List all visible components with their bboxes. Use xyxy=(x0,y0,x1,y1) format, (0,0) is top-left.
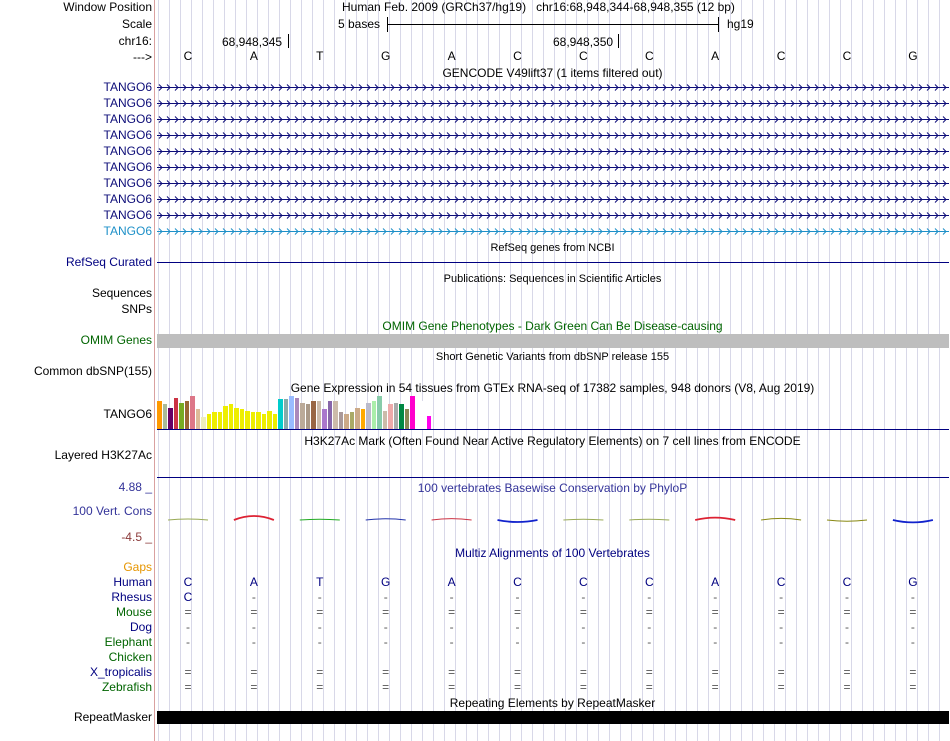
gtex-tissue-bar[interactable] xyxy=(427,416,432,429)
gtex-tissue-bar[interactable] xyxy=(317,401,322,429)
gencode-gene-label[interactable]: TANGO6 xyxy=(103,224,152,238)
multiz-alignment-char: = xyxy=(448,665,456,679)
gtex-tissue-bar[interactable] xyxy=(256,412,261,429)
gaps-label: Gaps xyxy=(123,560,152,574)
multiz-alignment-char: = xyxy=(316,680,324,694)
grid-line xyxy=(268,0,269,741)
multiz-alignment-char: - xyxy=(186,620,190,634)
phylop-score-mark xyxy=(498,520,538,522)
multiz-alignment-char: - xyxy=(779,635,784,649)
gtex-tissue-bar[interactable] xyxy=(251,412,256,429)
gtex-tissue-bar[interactable] xyxy=(207,414,212,429)
grid-line xyxy=(301,0,302,741)
gencode-transcript[interactable] xyxy=(157,195,949,204)
chrom-label: chr16: xyxy=(118,34,152,48)
multiz-alignment-char: - xyxy=(845,635,849,649)
grid-line xyxy=(829,0,830,741)
multiz-alignment-char: = xyxy=(645,680,653,694)
grid-line xyxy=(367,0,368,741)
multiz-alignment-char: C xyxy=(644,575,654,589)
multiz-alignment-char: = xyxy=(448,680,456,694)
gtex-tissue-bar[interactable] xyxy=(366,403,371,429)
multiz-alignment-char: = xyxy=(184,680,192,694)
multiz-alignment-char: - xyxy=(383,635,388,649)
gtex-tissue-bar[interactable] xyxy=(229,404,234,429)
multiz-alignment-char: - xyxy=(186,635,190,649)
multiz-alignment-char: = xyxy=(316,665,324,679)
multiz-alignment-char: - xyxy=(383,620,388,634)
grid-line xyxy=(796,0,797,741)
gtex-tissue-bar[interactable] xyxy=(328,401,333,429)
gtex-tissue-bar[interactable] xyxy=(383,411,388,429)
grid-line xyxy=(807,0,808,741)
multiz-alignment-char: - xyxy=(713,635,718,649)
assembly-position: Human Feb. 2009 (GRCh37/hg19) chr16:68,948,344-68,948,355 (12 bp) xyxy=(342,0,735,14)
gtex-tissue-bar[interactable] xyxy=(361,409,366,429)
multiz-species-label[interactable]: Rhesus xyxy=(111,590,152,604)
gtex-tissue-bar[interactable] xyxy=(179,403,184,429)
base-sequence xyxy=(0,49,950,64)
grid-line xyxy=(345,0,346,741)
multiz-alignment-char: - xyxy=(713,620,718,634)
base-letter: A xyxy=(447,49,456,63)
gtex-tissue-bar[interactable] xyxy=(278,399,283,429)
multiz-alignment-char: - xyxy=(581,635,586,649)
multiz-alignment-char: = xyxy=(448,605,456,619)
grid-line xyxy=(554,0,555,741)
gtex-tissue-bar[interactable] xyxy=(273,414,278,429)
grid-line xyxy=(235,0,236,741)
multiz-alignment-char: = xyxy=(250,665,258,679)
gtex-tissue-bar[interactable] xyxy=(300,403,305,429)
base-letter: T xyxy=(316,49,324,63)
gencode-transcript[interactable] xyxy=(157,147,949,156)
gtex-tissue-bar[interactable] xyxy=(212,412,217,429)
base-letter: C xyxy=(644,49,654,63)
gencode-transcript[interactable] xyxy=(157,179,949,188)
gencode-transcript[interactable] xyxy=(157,131,949,140)
repeatmasker-title[interactable]: Repeating Elements by RepeatMasker xyxy=(449,696,656,710)
publications-sequences-label[interactable]: Sequences xyxy=(91,286,152,300)
scale-bar-left-tick xyxy=(387,17,388,32)
multiz-alignment-char: C xyxy=(513,575,522,589)
grid-line xyxy=(158,0,159,741)
grid-line xyxy=(686,0,687,741)
gencode-gene-label[interactable]: TANGO6 xyxy=(103,176,152,190)
base-letter: A xyxy=(249,49,258,63)
grid-line xyxy=(532,0,533,741)
gtex-tissue-bar[interactable] xyxy=(322,409,327,429)
multiz-alignment-char: = xyxy=(909,680,917,694)
gtex-tissue-bar[interactable] xyxy=(355,408,360,429)
grid-line xyxy=(609,0,610,741)
grid-line xyxy=(620,0,621,741)
gtex-tissue-bar[interactable] xyxy=(157,401,162,429)
multiz-alignment-char: - xyxy=(910,620,915,634)
grid-line xyxy=(488,0,489,741)
multiz-alignment-char: - xyxy=(581,590,586,604)
multiz-alignment-char: - xyxy=(779,590,784,604)
multiz-alignment-char: = xyxy=(382,680,390,694)
multiz-alignment-char: - xyxy=(647,620,652,634)
phylop-score-mark xyxy=(827,520,867,521)
grid-line xyxy=(169,0,170,741)
multiz-alignment-char: - xyxy=(515,635,520,649)
gtex-tissue-bar[interactable] xyxy=(168,408,173,429)
gencode-transcript[interactable] xyxy=(157,211,949,220)
gtex-tissue-bar[interactable] xyxy=(377,396,382,429)
multiz-alignment-char: - xyxy=(845,620,849,634)
multiz-alignment-char: = xyxy=(184,665,192,679)
scale-bar xyxy=(387,24,718,25)
multiz-species-label[interactable]: Human xyxy=(113,575,152,589)
h3k27ac-title[interactable]: H3K27Ac Mark (Often Found Near Active Regulatory Elements) on 7 cell lines from ENCODE xyxy=(304,434,801,448)
grid-line xyxy=(763,0,764,741)
gtex-tissue-bar[interactable] xyxy=(333,401,338,429)
gtex-tissue-bar[interactable] xyxy=(223,406,228,429)
grid-line xyxy=(752,0,753,741)
multiz-alignment-char: C xyxy=(579,575,588,589)
window-position-label: Window Position xyxy=(63,0,152,14)
gtex-tissue-bar[interactable] xyxy=(399,404,404,429)
grid-line xyxy=(411,0,412,741)
phylop-score-mark xyxy=(432,519,472,520)
multiz-alignment-char: = xyxy=(382,605,390,619)
grid-line xyxy=(939,0,940,741)
multiz-alignment-char: = xyxy=(711,680,719,694)
grid-line xyxy=(356,0,357,741)
gencode-gene-label[interactable]: TANGO6 xyxy=(103,112,152,126)
gtex-tissue-bar[interactable] xyxy=(410,396,415,429)
multiz-alignment-char: = xyxy=(777,605,785,619)
gtex-expression-chart[interactable] xyxy=(157,396,949,429)
gtex-tissue-bar[interactable] xyxy=(405,409,410,429)
multiz-alignment-char: C xyxy=(183,590,193,604)
gtex-tissue-bar[interactable] xyxy=(421,401,426,429)
multiz-alignment-char: G xyxy=(381,575,391,589)
gtex-title[interactable]: Gene Expression in 54 tissues from GTEx RNA-seq of 17382 samples, 948 donors (V8, Aug 2019) xyxy=(290,381,815,395)
phylop-score-mark xyxy=(300,519,340,520)
grid-line xyxy=(697,0,698,741)
grid-line xyxy=(213,0,214,741)
grid-line xyxy=(664,0,665,741)
grid-line xyxy=(400,0,401,741)
multiz-species-label[interactable]: Elephant xyxy=(104,635,152,649)
gencode-gene-label[interactable]: TANGO6 xyxy=(103,128,152,142)
publications-title[interactable]: Publications: Sequences in Scientific Articles xyxy=(443,273,662,285)
multiz-alignment-char: C xyxy=(776,575,786,589)
multiz-alignment-char: C xyxy=(842,575,852,589)
gtex-tissue-bar[interactable] xyxy=(234,408,239,429)
dbsnp-title[interactable]: Short Genetic Variants from dbSNP release 155 xyxy=(435,351,670,363)
coordinate-1-tick xyxy=(288,34,289,48)
multiz-alignment-char: - xyxy=(317,620,322,634)
multiz-alignment-char: A xyxy=(711,575,720,589)
gtex-tissue-bar[interactable] xyxy=(372,401,377,429)
grid-line xyxy=(433,0,434,741)
scale-text: 5 bases xyxy=(338,17,381,31)
multiz-alignment-char: = xyxy=(711,665,719,679)
base-letter: C xyxy=(579,49,588,63)
grid-line xyxy=(895,0,896,741)
multiz-alignment-char: - xyxy=(910,635,915,649)
omim-phenotype-bar[interactable] xyxy=(157,334,949,348)
grid-line xyxy=(862,0,863,741)
grid-line xyxy=(334,0,335,741)
multiz-alignment-char: = xyxy=(711,605,719,619)
grid-line xyxy=(290,0,291,741)
multiz-alignment-char: T xyxy=(316,575,324,589)
multiz-alignment-char: - xyxy=(317,590,322,604)
multiz-alignment-char: = xyxy=(250,680,258,694)
base-letter: C xyxy=(842,49,852,63)
multiz-alignment-char: = xyxy=(579,665,587,679)
phylop-score-mark xyxy=(629,519,669,520)
multiz-alignment-char: = xyxy=(513,665,521,679)
repeatmasker-label[interactable]: RepeatMasker xyxy=(73,710,152,724)
multiz-species-label[interactable]: Dog xyxy=(129,620,152,634)
omim-label[interactable]: OMIM Genes xyxy=(80,333,152,347)
multiz-alignment-char: - xyxy=(647,635,652,649)
scale-bar-right-tick xyxy=(718,17,719,32)
multiz-alignment-char: A xyxy=(447,575,456,589)
gencode-gene-label[interactable]: TANGO6 xyxy=(103,208,152,222)
multiz-alignment-char: - xyxy=(383,590,388,604)
multiz-alignment-char: - xyxy=(515,590,520,604)
coordinate-2: 68,948,350 xyxy=(553,35,614,49)
multiz-alignment-char: = xyxy=(909,605,917,619)
grid-line xyxy=(873,0,874,741)
gencode-gene-label[interactable]: TANGO6 xyxy=(103,160,152,174)
multiz-alignment-char: A xyxy=(249,575,258,589)
grid-line xyxy=(499,0,500,741)
gtex-tissue-bar[interactable] xyxy=(185,401,190,429)
base-letter: G xyxy=(908,49,918,63)
gtex-tissue-bar[interactable] xyxy=(416,401,421,429)
multiz-alignment-char: = xyxy=(843,605,851,619)
multiz-alignment-char: = xyxy=(184,605,192,619)
grid-line xyxy=(730,0,731,741)
gtex-tissue-bar[interactable] xyxy=(289,396,294,429)
omim-title[interactable]: OMIM Gene Phenotypes - Dark Green Can Be Disease-causing xyxy=(382,319,723,333)
grid-line xyxy=(818,0,819,741)
multiz-alignment-char: C xyxy=(183,575,193,589)
multiz-alignment-char: = xyxy=(843,680,851,694)
gtex-tissue-bar[interactable] xyxy=(339,412,344,429)
gtex-tissue-bar[interactable] xyxy=(311,401,316,429)
phylop-score-mark xyxy=(234,516,274,520)
multiz-alignment-char: = xyxy=(382,665,390,679)
base-letter: C xyxy=(513,49,522,63)
gtex-baseline xyxy=(157,429,949,430)
grid-line xyxy=(224,0,225,741)
gencode-gene-label[interactable]: TANGO6 xyxy=(103,192,152,206)
base-letter: A xyxy=(711,49,720,63)
phylop-label[interactable]: 100 Vert. Cons xyxy=(72,504,152,518)
refseq-label[interactable]: RefSeq Curated xyxy=(65,255,152,269)
gtex-label[interactable]: TANGO6 xyxy=(103,407,152,421)
grid-line xyxy=(565,0,566,741)
gtex-tissue-bar[interactable] xyxy=(218,412,223,429)
grid-line xyxy=(741,0,742,741)
phylop-score-mark xyxy=(366,519,406,520)
multiz-alignment-char: = xyxy=(513,605,521,619)
multiz-alignment-char: = xyxy=(579,605,587,619)
grid-line xyxy=(631,0,632,741)
multiz-species-label[interactable]: X_tropicalis xyxy=(89,665,152,679)
dbsnp-label[interactable]: Common dbSNP(155) xyxy=(33,364,152,378)
coordinate-1: 68,948,345 xyxy=(222,35,283,49)
gtex-tissue-bar[interactable] xyxy=(388,404,393,429)
multiz-alignment-char: = xyxy=(645,605,653,619)
gtex-tissue-bar[interactable] xyxy=(394,403,399,429)
phylop-max: 4.88 _ xyxy=(118,480,152,494)
gencode-transcript[interactable] xyxy=(157,115,949,124)
gtex-tissue-bar[interactable] xyxy=(262,414,267,429)
multiz-alignment-char: = xyxy=(250,605,258,619)
gtex-tissue-bar[interactable] xyxy=(267,411,272,429)
multiz-alignment-char: - xyxy=(449,635,454,649)
multiz-alignment-char: - xyxy=(317,635,322,649)
gtex-tissue-bar[interactable] xyxy=(350,412,355,429)
gencode-gene-label[interactable]: TANGO6 xyxy=(103,96,152,110)
multiz-alignment-char: - xyxy=(251,635,256,649)
grid-line xyxy=(543,0,544,741)
gtex-tissue-bar[interactable] xyxy=(245,411,250,429)
grid-line xyxy=(598,0,599,741)
gtex-tissue-bar[interactable] xyxy=(190,396,195,429)
phylop-score-mark xyxy=(563,519,603,520)
h3k27ac-label[interactable]: Layered H3K27Ac xyxy=(54,448,152,462)
multiz-alignment-char: = xyxy=(645,665,653,679)
phylop-score-mark xyxy=(761,518,801,520)
grid-line xyxy=(279,0,280,741)
grid-line xyxy=(928,0,929,741)
multiz-alignment-char: - xyxy=(779,620,784,634)
multiz-alignment-char: = xyxy=(513,680,521,694)
scale-db: hg19 xyxy=(727,17,754,31)
multiz-alignment-char: = xyxy=(843,665,851,679)
multiz-alignment-char: - xyxy=(713,590,718,604)
phylop-score-mark xyxy=(893,520,933,522)
gencode-title[interactable]: GENCODE V49lift37 (1 items filtered out) xyxy=(442,66,663,80)
gtex-tissue-bar[interactable] xyxy=(295,398,300,429)
phylop-min: -4.5 _ xyxy=(121,530,152,544)
repeatmasker-bar[interactable] xyxy=(157,711,949,724)
multiz-title[interactable]: Multiz Alignments of 100 Vertebrates xyxy=(455,546,650,560)
multiz-alignment-char: - xyxy=(515,620,520,634)
multiz-alignment-char: = xyxy=(316,605,324,619)
scale-label: Scale xyxy=(121,17,152,31)
gencode-transcript[interactable] xyxy=(157,163,949,172)
grid-line xyxy=(675,0,676,741)
gtex-tissue-bar[interactable] xyxy=(306,404,311,429)
gencode-transcript[interactable] xyxy=(157,83,949,92)
multiz-species-label[interactable]: Zebrafish xyxy=(101,680,152,694)
h3k27ac-baseline xyxy=(157,477,949,478)
multiz-alignment-char: - xyxy=(581,620,586,634)
phylop-title[interactable]: 100 vertebrates Basewise Conservation by PhyloP xyxy=(417,481,688,495)
multiz-alignment-char: - xyxy=(910,590,915,604)
gtex-tissue-bar[interactable] xyxy=(344,414,349,429)
refseq-gene-line[interactable] xyxy=(157,262,949,263)
phylop-conservation-plot[interactable] xyxy=(155,505,950,535)
multiz-alignment-char: = xyxy=(777,680,785,694)
gtex-tissue-bar[interactable] xyxy=(163,404,168,429)
gtex-tissue-bar[interactable] xyxy=(201,417,206,429)
multiz-species-label[interactable]: Chicken xyxy=(108,650,152,664)
base-grid-lines xyxy=(155,0,950,741)
grid-line xyxy=(884,0,885,741)
multiz-alignment-char: = xyxy=(909,665,917,679)
multiz-alignment-char: = xyxy=(579,680,587,694)
gtex-tissue-bar[interactable] xyxy=(196,409,201,429)
multiz-alignment-char: - xyxy=(845,590,849,604)
coordinate-2-tick xyxy=(618,34,619,48)
gencode-transcript[interactable] xyxy=(157,99,949,108)
multiz-species-label[interactable]: Mouse xyxy=(115,605,152,619)
base-letter: G xyxy=(381,49,391,63)
multiz-alignment-char: - xyxy=(647,590,652,604)
gencode-gene-label[interactable]: TANGO6 xyxy=(103,144,152,158)
gtex-tissue-bar[interactable] xyxy=(174,398,179,429)
refseq-title[interactable]: RefSeq genes from NCBI xyxy=(490,242,615,254)
gtex-tissue-bar[interactable] xyxy=(284,399,289,429)
multiz-alignment-char: - xyxy=(251,590,256,604)
phylop-score-mark xyxy=(695,518,735,520)
gencode-gene-label[interactable]: TANGO6 xyxy=(103,80,152,94)
base-letter: C xyxy=(776,49,786,63)
grid-line xyxy=(202,0,203,741)
multiz-alignment-char: = xyxy=(777,665,785,679)
strand-label: ---> xyxy=(133,50,152,64)
grid-line xyxy=(466,0,467,741)
grid-line xyxy=(422,0,423,741)
base-letter: C xyxy=(183,49,193,63)
multiz-alignment-char: - xyxy=(251,620,256,634)
grid-line xyxy=(477,0,478,741)
gencode-transcript[interactable] xyxy=(157,227,949,236)
phylop-score-mark xyxy=(168,519,208,520)
multiz-alignment-char: - xyxy=(449,590,454,604)
publications-snps-label[interactable]: SNPs xyxy=(121,302,152,316)
multiz-alignment-char: - xyxy=(449,620,454,634)
multiz-alignment-char: G xyxy=(908,575,918,589)
gtex-tissue-bar[interactable] xyxy=(240,409,245,429)
